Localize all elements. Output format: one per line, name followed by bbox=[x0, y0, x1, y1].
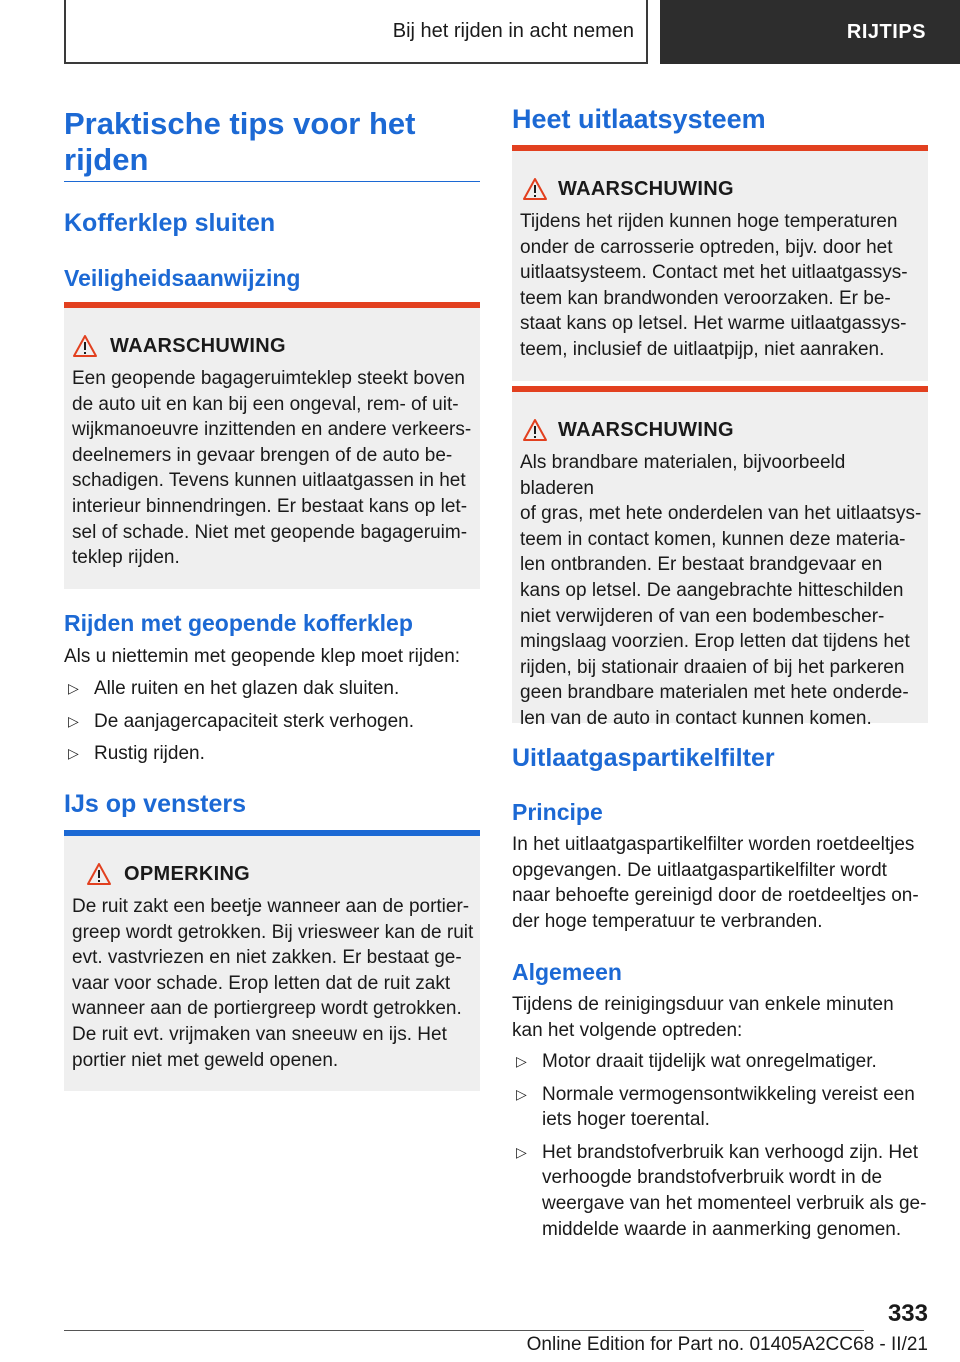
footer-edition: Online Edition for Part no. 01405A2CC68 - II/21 bbox=[526, 1334, 928, 1355]
triangle-right-outline-icon: ▷ bbox=[68, 680, 79, 696]
warning-box-brandbare-materialen bbox=[512, 386, 928, 729]
warning-triangle-icon bbox=[86, 862, 112, 886]
list-item: ▷ Motor draait tijdelijk wat onregelmatiger. bbox=[512, 1049, 928, 1075]
running-header bbox=[64, 0, 648, 64]
chapter-title: RIJTIPS bbox=[846, 20, 926, 43]
warning-triangle-icon bbox=[522, 418, 548, 442]
warning-box-heet-uitlaatsysteem bbox=[512, 145, 928, 381]
heading-algemeen: Algemeen bbox=[512, 959, 622, 985]
triangle-right-outline-icon: ▷ bbox=[516, 1143, 527, 1160]
list-item: ▷ Rustig rijden. bbox=[64, 741, 480, 767]
warning-box-title: WAARSCHUWING bbox=[64, 334, 480, 358]
warning-triangle-icon bbox=[72, 334, 98, 358]
warning-box-text: Als brandbare materialen, bijvoorbeeld bladeren of gras, met hete onderdelen van het uitlaatsys- teem in contact komen, kunnen deze materia- len ontbranden. Er bestaat brandgevaar en kans op letsel. De aangebrachte hitteschilden niet verwijderen of van een bodembescher- mingslaag voorzien. Erop letten dat tijdens het rijden, bij stationair draaien of bij het parkeren geen brandbare materialen met hete onderde- len van de auto in contact kunnen komen. bbox=[520, 452, 922, 729]
paragraph-principe: In het uitlaatgaspartikelfilter worden roetdeeltjes opgevangen. De uitlaatgaspartikelfilter wordt naar behoefte gereinigd door de roetdeeltjes on- der hoge temperatuur te verbranden. bbox=[512, 834, 919, 932]
warning-box-title: WAARSCHUWING bbox=[512, 418, 928, 442]
heading-principe: Principe bbox=[512, 799, 603, 825]
heading-rijden-geopende-kofferklep: Rijden met geopende kofferklep bbox=[64, 610, 413, 636]
page-number: 333 bbox=[887, 1300, 928, 1327]
page-title: Praktische tips voor het rijden bbox=[64, 106, 416, 177]
footer-divider bbox=[64, 1330, 864, 1331]
triangle-right-outline-icon: ▷ bbox=[516, 1053, 527, 1069]
warning-box-title: WAARSCHUWING bbox=[512, 177, 928, 201]
warning-box-text: Tijdens het rijden kunnen hoge temperaturen onder de carrosserie optreden, bijv. door het uitlaatsysteem. Contact met het uitlaatgassys- teem kan brandwonden veroorzaken. Er be- staat kans op letsel. Het warme uitlaatgassys- teem, inclusief de uitlaatpijp, niet aanraken. bbox=[520, 211, 908, 360]
list-item: ▷ Het brandstofverbruik kan verhoogd zijn. Het verhoogde brandstofverbruik wordt in de weergave van het momenteel verbruik als ge- middelde waarde in aanmerking genomen. bbox=[516, 1141, 927, 1240]
warning-box-bagageruimteklep bbox=[64, 302, 480, 589]
list-item: ▷ Alle ruiten en het glazen dak sluiten. bbox=[64, 676, 480, 702]
heading-uitlaatgaspartikelfilter: Uitlaatgaspartikelfilter bbox=[512, 744, 775, 772]
heading-kofferklep-sluiten: Kofferklep sluiten bbox=[64, 209, 276, 237]
warning-box-text: Een geopende bagageruimteklep steekt boven de auto uit en kan bij een ongeval, rem- of uit- wijkmanoeuvre inzittenden en andere verkeers- deelnemers in gevaar brengen of de auto be- schadigen. Tevens kunnen uitlaatgassen in het interieur binnendringen. Er bestaat kans op let- sel of schade. Niet met geopende bagageruim- teklep rijden. bbox=[72, 368, 472, 569]
paragraph-intro: Als u niettemin met geopende klep moet rijden: bbox=[64, 646, 461, 667]
bullet-list-filter bbox=[512, 1049, 928, 1242]
paragraph-algemeen: Tijdens de reinigingsduur van enkele minuten kan het volgende optreden: bbox=[512, 994, 894, 1041]
triangle-right-outline-icon: ▷ bbox=[516, 1085, 527, 1102]
chapter-tab bbox=[660, 0, 960, 64]
bullet-list-kofferklep bbox=[64, 676, 480, 767]
triangle-right-outline-icon: ▷ bbox=[68, 712, 79, 729]
list-item: ▷ De aanjagercapaciteit sterk verhogen. bbox=[64, 709, 480, 735]
heading-heet-uitlaatsysteem: Heet uitlaatsysteem bbox=[512, 104, 766, 134]
header-section-title: Bij het rijden in acht nemen bbox=[392, 19, 634, 42]
note-box-text: De ruit zakt een beetje wanneer aan de portier- greep wordt getrokken. Bij vriesweer kan de ruit evt. vastvriezen en niet zakken. Er bestaat ge- vaar voor schade. Erop letten dat de ruit zakt wanneer aan de portiergreep wordt getrokken. De ruit evt. vrijmaken van sneeuw en ijs. Het portier niet met geweld openen. bbox=[72, 896, 474, 1071]
list-item: ▷ Normale vermogensontwikkeling vereist een iets hoger toerental. bbox=[516, 1083, 915, 1131]
heading-ijs-op-vensters: IJs op vensters bbox=[64, 790, 247, 818]
title-divider bbox=[64, 181, 480, 182]
heading-veiligheidsaanwijzing: Veiligheidsaanwijzing bbox=[64, 265, 301, 291]
note-box-title: OPMERKING bbox=[64, 862, 480, 886]
note-box-ijs bbox=[64, 830, 480, 1091]
triangle-right-outline-icon: ▷ bbox=[68, 745, 79, 762]
warning-triangle-icon bbox=[522, 177, 548, 201]
